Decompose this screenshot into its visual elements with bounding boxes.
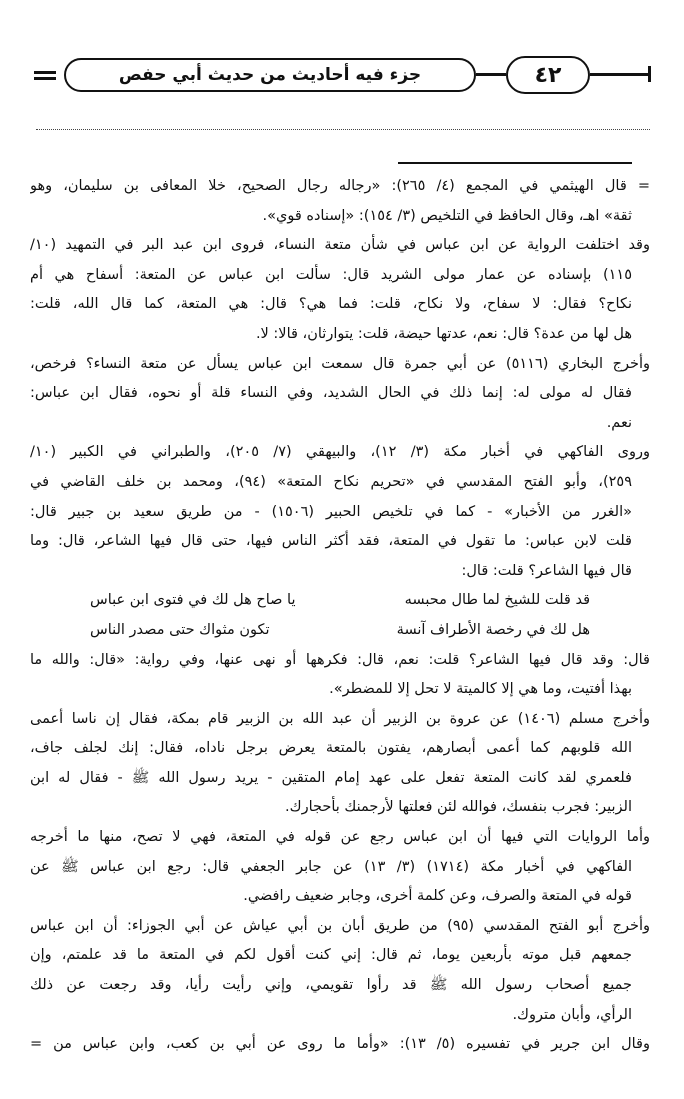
text-line: ٢٥٩)، وأبو الفتح المقدسي في «تحريم نكاح المتعة» (٩٤)، ومحمد بن خلف القاضي في [30, 473, 633, 490]
text-line: جمعهم قبل موته بأربعين يوما، ثم قال: إني كنت أقول لكم في المتعة ما قد علمتم، وإن [30, 947, 632, 964]
text-line: الرأي، وأبان متروك. [512, 1006, 632, 1023]
text-line: وروى الفاكهي في أخبار مكة (٣/ ١٢)، والبيهقي (٧/ ٢٠٥)، والطبراني في الكبير (١٠/ [30, 444, 650, 461]
text-line: فقال له مولى له: إنما ذلك في الحال الشديد، وفي النساء قلة أو نحوه، فقال ابن عباس: [30, 385, 632, 402]
text-line: وأخرج أبو الفتح المقدسي (٩٥) من طريق أبان بن أبي عياش عن أبي الجوزاء: أن ابن عباس [30, 917, 650, 934]
text-line: وقال ابن جرير في تفسيره (٥/ ١٣): «وأما ما روى عن أبي بن كعب، وابن عباس من = [30, 1036, 650, 1053]
text-line: «الغرر من الأخبار» - كما في تلخيص الحبير (١٥٠٦) - من طريق سعيد بن جبير قال: [30, 503, 632, 520]
page-number: ٤٢ [506, 56, 590, 94]
text-line: وأما الروايات التي فيها أن ابن عباس رجع عن قوله في المتعة، فهي لا تصح، منها ما أخرجه [30, 829, 650, 846]
text-block-2 [30, 646, 650, 1060]
text-line: الله قلوبهم كما أعمى أبصارهم، يفتون بالمتعة يعرض برجل ناداه، فقال: إنك لجلف جاف، [30, 740, 632, 757]
text-line: ١١٥) بإسناده عن عمار مولى الشريد قال: سألت ابن عباس عن المتعة: أسفاح هي أم [30, 266, 632, 283]
text-line: وقد اختلفت الرواية عن ابن عباس في شأن متعة النساء، فروى ابن عبد البر في التمهيد (١٠/ [30, 237, 650, 254]
verse-second-half: تكون مثواك حتى مصدر الناس [90, 621, 270, 638]
header-ornament [476, 73, 506, 76]
text-line: = قال الهيثمي في المجمع (٤/ ٢٦٥): «رجاله رجال الصحيح، خلا المعافى بن سليمان، وهو [30, 178, 650, 194]
text-line: فلعمري لقد كانت المتعة تفعل على عهد إمام المتقين - يريد رسول الله ﷺ - فقال له ابن [30, 769, 632, 786]
verse-first-half: قد قلت للشيخ لما طال محبسه [404, 592, 590, 609]
text-line: وأخرج مسلم (١٤٠٦) عن عروة بن الزبير أن عبد الله بن الزبير قام بمكة، فقال إن ناسا أعمى [30, 710, 650, 727]
dotted-separator [36, 129, 650, 130]
text-line: ثقة» اهـ، وقال الحافظ في التلخيص (٣/ ١٥٤): «إسناده قوي». [262, 207, 632, 224]
header-ornament [34, 77, 56, 80]
text-line: قال: وقد قال فيها الشاعر؟ قلت: نعم، قال: فكرهها أو نهى عنها، وفي رواية: «قال: والله ما [30, 651, 650, 668]
page-header [34, 54, 650, 98]
header-ornament [590, 73, 650, 76]
text-line: بهذا أفتيت، وما هي إلا كالميتة لا تحل إلا للمضطر». [329, 681, 632, 698]
verse-first-half: هل لك في رخصة الأطراف آنسة [396, 621, 590, 638]
running-title: جزء فيه أحاديث من حديث أبي حفص [64, 58, 476, 92]
poem-verse [30, 586, 650, 616]
verse-second-half: يا صاح هل لك في فتوى ابن عباس [90, 592, 296, 609]
footnote-text [30, 172, 650, 1060]
text-line: جميع أصحاب رسول الله ﷺ قد رأوا تقويمي، وإني رأيت رأيا، وقد رجعت عن ذلك [30, 977, 632, 994]
poem-block [30, 586, 650, 645]
footnote-rule [398, 162, 632, 164]
text-line: نعم. [606, 414, 632, 431]
text-line: قلت لابن عباس: ما تقول في المتعة، فقد أكثر الناس فيها، حتى قال فيها الشاعر، قال: وما [30, 533, 632, 550]
text-line: الزبير: فجرب بنفسك، فوالله لئن فعلتها لأرجمنك بأحجارك. [285, 799, 632, 816]
text-line: وأخرج البخاري (٥١١٦) عن أبي جمرة قال سمعت ابن عباس يسأل عن متعة النساء؟ فرخص، [30, 355, 650, 372]
poem-verse [30, 616, 650, 646]
header-ornament [34, 71, 56, 74]
header-ornament [648, 66, 651, 82]
text-line: نكاح؟ فقال: لا سفاح، ولا نكاح، قلت: فما هي؟ قال: هي المتعة، كما قال الله، قلت: [30, 296, 632, 313]
text-line: هل لها من عدة؟ قال: نعم، عدتها حيضة، قلت: يتوارثان، قالا: لا. [255, 325, 632, 342]
text-line: قال فيها الشاعر؟ قلت: قال: [461, 562, 632, 579]
text-line: قوله في المتعة والصرف، وعن كلمة أخرى، وجابر ضعيف رافضي. [243, 888, 632, 905]
text-line: الفاكهي في أخبار مكة (١٧١٤) (٣/ ١٣) عن جابر الجعفي قال: رجع ابن عباس ﷺ عن [30, 858, 632, 875]
text-block-1 [30, 172, 650, 586]
